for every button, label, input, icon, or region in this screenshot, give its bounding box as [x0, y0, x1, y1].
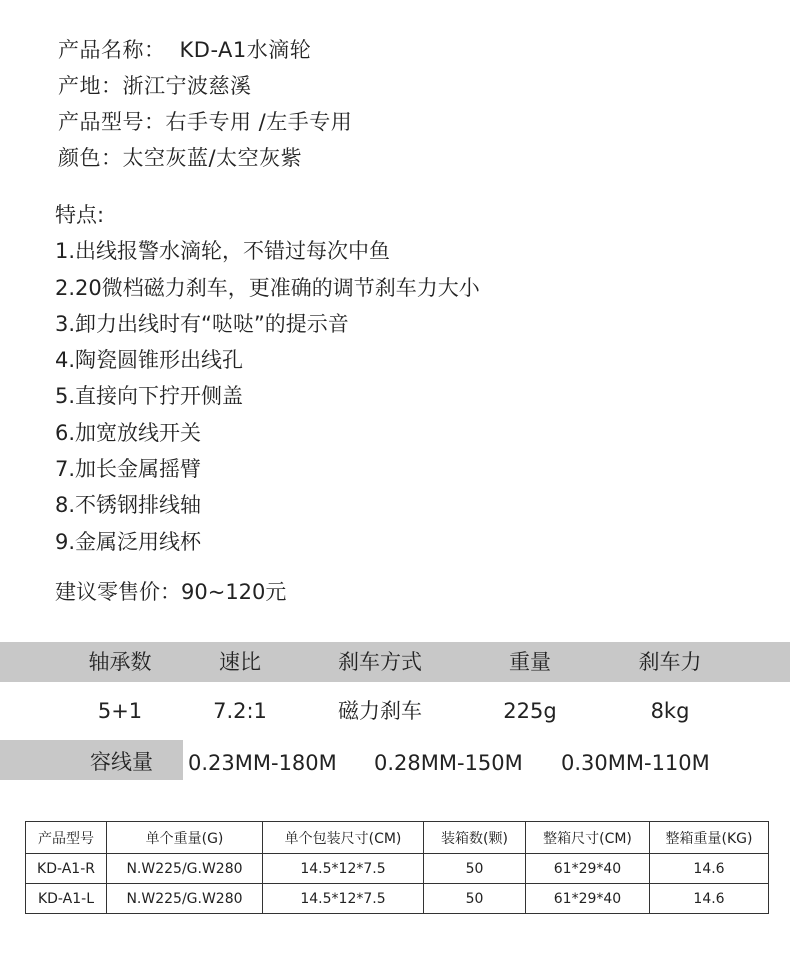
spec-value-weight: 225g	[503, 699, 557, 723]
feature-item: 2.20微档磁力刹车，更准确的调节刹车力大小	[55, 275, 480, 300]
table-cell: 61*29*40	[526, 884, 650, 914]
packing-header-cell: 整箱重量(KG)	[650, 822, 769, 854]
feature-item: 9.金属泛用线杯	[55, 529, 202, 554]
table-cell: KD-A1-L	[26, 884, 107, 914]
features-section	[55, 197, 480, 560]
spec-value-brake-type: 磁力刹车	[338, 699, 422, 723]
packing-table	[25, 821, 769, 914]
table-cell: 14.6	[650, 884, 769, 914]
table-cell: N.W225/G.W280	[107, 884, 263, 914]
spec-value-bearings: 5+1	[97, 699, 143, 723]
table-cell: 14.6	[650, 854, 769, 884]
spec-header-drag: 刹车力	[638, 650, 702, 674]
spec-value-ratio: 7.2:1	[213, 699, 267, 723]
table-cell: 50	[424, 884, 526, 914]
packing-header-row	[26, 822, 769, 854]
spec-header-ratio: 速比	[219, 650, 261, 674]
packing-header-cell: 单个包装尺寸(CM)	[263, 822, 424, 854]
table-cell: 14.5*12*7.5	[263, 884, 424, 914]
line-capacity-value: 0.30MM-110M	[561, 751, 710, 775]
product-name-value: KD-A1水滴轮	[179, 38, 312, 62]
feature-item: 5.直接向下拧开侧盖	[55, 384, 244, 409]
spec-header-weight: 重量	[509, 650, 551, 674]
feature-item: 7.加长金属摇臂	[55, 457, 202, 482]
feature-item: 3.卸力出线时有“哒哒”的提示音	[55, 311, 349, 336]
line-capacity-row	[0, 740, 790, 780]
suggested-price: 建议零售价：90~120元	[55, 580, 287, 604]
spec-value-drag: 8kg	[650, 699, 690, 723]
packing-header-cell: 整箱尺寸(CM)	[526, 822, 650, 854]
table-cell: 61*29*40	[526, 854, 650, 884]
packing-header-cell: 装箱数(颗)	[424, 822, 526, 854]
feature-item: 4.陶瓷圆锥形出线孔	[55, 348, 244, 373]
spec-header-bearings: 轴承数	[88, 650, 152, 674]
model-line: 产品型号：右手专用 /左手专用	[58, 110, 353, 134]
product-name-line	[58, 32, 352, 68]
spec-header-brake-type: 刹车方式	[338, 650, 422, 674]
packing-header-cell: 产品型号	[26, 822, 107, 854]
feature-item: 8.不锈钢排线轴	[55, 493, 202, 518]
table-row	[26, 884, 769, 914]
line-capacity-label: 容线量	[0, 740, 183, 780]
features-title: 特点:	[55, 203, 105, 227]
table-cell: 50	[424, 854, 526, 884]
packing-header-cell: 单个重量(G)	[107, 822, 263, 854]
product-name-label: 产品名称：	[58, 38, 166, 62]
origin-line: 产地：浙江宁波慈溪	[58, 74, 252, 98]
table-row	[26, 854, 769, 884]
feature-item: 6.加宽放线开关	[55, 420, 202, 445]
feature-item: 1.出线报警水滴轮，不错过每次中鱼	[55, 239, 391, 264]
table-cell: 14.5*12*7.5	[263, 854, 424, 884]
line-capacity-value: 0.23MM-180M	[188, 751, 337, 775]
table-cell: KD-A1-R	[26, 854, 107, 884]
color-line: 颜色：太空灰蓝/太空灰紫	[58, 146, 303, 170]
line-capacity-value: 0.28MM-150M	[374, 751, 523, 775]
table-cell: N.W225/G.W280	[107, 854, 263, 884]
spec-values-row	[0, 691, 790, 731]
product-info	[58, 32, 352, 176]
spec-header-band	[0, 642, 790, 682]
